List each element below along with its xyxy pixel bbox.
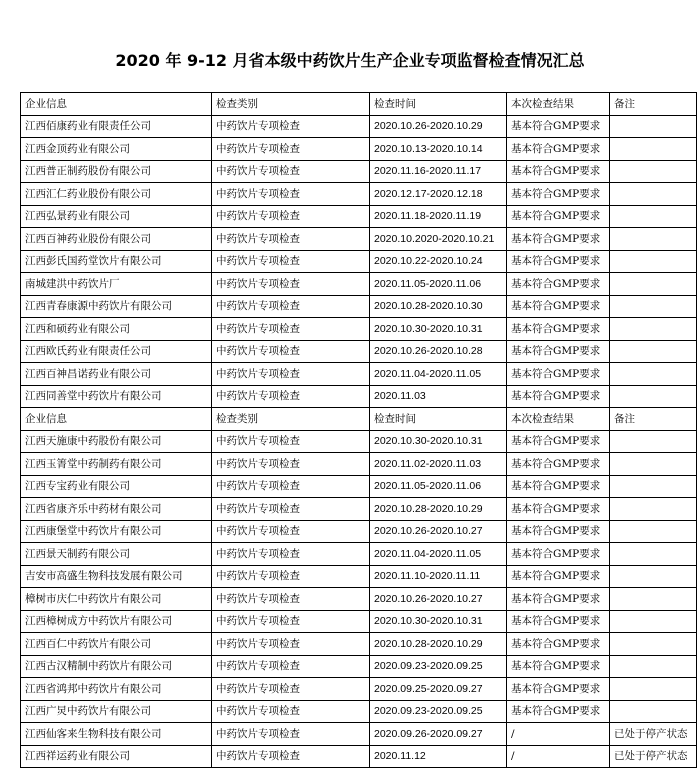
company-cell: 江西康堡堂中药饮片有限公司: [21, 520, 212, 543]
date-cell: 2020.11.04-2020.11.05: [370, 543, 507, 566]
table-row: [21, 340, 697, 363]
category-cell: 中药饮片专项检查: [212, 520, 370, 543]
company-cell: 江西天施康中药股份有限公司: [21, 430, 212, 453]
note-cell: [610, 565, 697, 588]
table-row: [21, 543, 697, 566]
note-cell: [610, 183, 697, 206]
result-cell: 基本符合GMP要求: [507, 138, 610, 161]
note-cell: [610, 610, 697, 633]
company-cell: 江西景天制药有限公司: [21, 543, 212, 566]
category-cell: 中药饮片专项检查: [212, 655, 370, 678]
company-cell: 樟树市庆仁中药饮片有限公司: [21, 588, 212, 611]
date-cell: 2020.10.26-2020.10.27: [370, 520, 507, 543]
company-cell: 江西弘景药业有限公司: [21, 205, 212, 228]
note-cell: [610, 205, 697, 228]
date-cell: 2020.10.13-2020.10.14: [370, 138, 507, 161]
result-cell: 基本符合GMP要求: [507, 498, 610, 521]
header-company: 企业信息: [21, 408, 212, 431]
result-cell: 基本符合GMP要求: [507, 453, 610, 476]
category-cell: 中药饮片专项检查: [212, 363, 370, 386]
company-cell: 江西祥运药业有限公司: [21, 745, 212, 768]
note-cell: [610, 453, 697, 476]
result-cell: 基本符合GMP要求: [507, 115, 610, 138]
note-cell: [610, 655, 697, 678]
result-cell: /: [507, 745, 610, 768]
date-cell: 2020.09.25-2020.09.27: [370, 678, 507, 701]
table-row: [21, 363, 697, 386]
table-row: [21, 183, 697, 206]
note-cell: [610, 498, 697, 521]
note-cell: 已处于停产状态: [610, 723, 697, 746]
inspection-table: [20, 92, 697, 768]
date-cell: 2020.12.17-2020.12.18: [370, 183, 507, 206]
company-cell: 江西百仁中药饮片有限公司: [21, 633, 212, 656]
table-row: [21, 430, 697, 453]
result-cell: 基本符合GMP要求: [507, 430, 610, 453]
table-row: [21, 610, 697, 633]
date-cell: 2020.10.26-2020.10.29: [370, 115, 507, 138]
table-row: [21, 475, 697, 498]
table-row: [21, 160, 697, 183]
result-cell: 基本符合GMP要求: [507, 543, 610, 566]
category-cell: 中药饮片专项检查: [212, 475, 370, 498]
result-cell: 基本符合GMP要求: [507, 475, 610, 498]
date-cell: 2020.09.23-2020.09.25: [370, 700, 507, 723]
table-row: [21, 205, 697, 228]
result-cell: 基本符合GMP要求: [507, 295, 610, 318]
date-cell: 2020.11.16-2020.11.17: [370, 160, 507, 183]
category-cell: 中药饮片专项检查: [212, 633, 370, 656]
table-row: [21, 295, 697, 318]
table-row: [21, 228, 697, 251]
header-note: 备注: [610, 93, 697, 116]
note-cell: [610, 318, 697, 341]
result-cell: 基本符合GMP要求: [507, 655, 610, 678]
table-row: [21, 115, 697, 138]
date-cell: 2020.10.30-2020.10.31: [370, 430, 507, 453]
result-cell: 基本符合GMP要求: [507, 588, 610, 611]
note-cell: [610, 588, 697, 611]
table-row: [21, 633, 697, 656]
result-cell: 基本符合GMP要求: [507, 183, 610, 206]
table-row: [21, 453, 697, 476]
note-cell: [610, 228, 697, 251]
company-cell: 江西同善堂中药饮片有限公司: [21, 385, 212, 408]
category-cell: 中药饮片专项检查: [212, 700, 370, 723]
date-cell: 2020.11.02-2020.11.03: [370, 453, 507, 476]
table-row: [21, 520, 697, 543]
note-cell: [610, 520, 697, 543]
company-cell: 江西省康齐乐中药材有限公司: [21, 498, 212, 521]
company-cell: 江西普正制药股份有限公司: [21, 160, 212, 183]
company-cell: 江西广炅中药饮片有限公司: [21, 700, 212, 723]
result-cell: 基本符合GMP要求: [507, 565, 610, 588]
result-cell: 基本符合GMP要求: [507, 250, 610, 273]
date-cell: 2020.10.30-2020.10.31: [370, 318, 507, 341]
category-cell: 中药饮片专项检查: [212, 385, 370, 408]
date-cell: 2020.11.10-2020.11.11: [370, 565, 507, 588]
note-cell: [610, 543, 697, 566]
result-cell: 基本符合GMP要求: [507, 700, 610, 723]
result-cell: 基本符合GMP要求: [507, 678, 610, 701]
company-cell: 南城建洪中药饮片厂: [21, 273, 212, 296]
note-cell: [610, 385, 697, 408]
table-row: [21, 588, 697, 611]
company-cell: 江西仙客来生物科技有限公司: [21, 723, 212, 746]
date-cell: 2020.09.23-2020.09.25: [370, 655, 507, 678]
category-cell: 中药饮片专项检查: [212, 498, 370, 521]
note-cell: [610, 633, 697, 656]
note-cell: 已处于停产状态: [610, 745, 697, 768]
header-result: 本次检查结果: [507, 408, 610, 431]
result-cell: 基本符合GMP要求: [507, 273, 610, 296]
table-body: [21, 93, 697, 768]
note-cell: [610, 115, 697, 138]
result-cell: 基本符合GMP要求: [507, 318, 610, 341]
date-cell: 2020.10.28-2020.10.29: [370, 633, 507, 656]
note-cell: [610, 250, 697, 273]
company-cell: 江西彭氏国药堂饮片有限公司: [21, 250, 212, 273]
header-category: 检查类别: [212, 408, 370, 431]
category-cell: 中药饮片专项检查: [212, 228, 370, 251]
category-cell: 中药饮片专项检查: [212, 543, 370, 566]
category-cell: 中药饮片专项检查: [212, 723, 370, 746]
result-cell: 基本符合GMP要求: [507, 205, 610, 228]
table-row: [21, 723, 697, 746]
company-cell: 江西金顶药业有限公司: [21, 138, 212, 161]
page-title: 2020 年 9-12 月省本级中药饮片生产企业专项监督检查情况汇总: [115, 51, 585, 70]
result-cell: /: [507, 723, 610, 746]
date-cell: 2020.10.22-2020.10.24: [370, 250, 507, 273]
result-cell: 基本符合GMP要求: [507, 385, 610, 408]
note-cell: [610, 138, 697, 161]
note-cell: [610, 475, 697, 498]
category-cell: 中药饮片专项检查: [212, 273, 370, 296]
category-cell: 中药饮片专项检查: [212, 453, 370, 476]
company-cell: 江西百神昌诺药业有限公司: [21, 363, 212, 386]
company-cell: 吉安市高盛生物科技发展有限公司: [21, 565, 212, 588]
category-cell: 中药饮片专项检查: [212, 430, 370, 453]
company-cell: 江西百神药业股份有限公司: [21, 228, 212, 251]
header-result: 本次检查结果: [507, 93, 610, 116]
category-cell: 中药饮片专项检查: [212, 250, 370, 273]
category-cell: 中药饮片专项检查: [212, 610, 370, 633]
company-cell: 江西玉箐堂中药制药有限公司: [21, 453, 212, 476]
date-cell: 2020.10.30-2020.10.31: [370, 610, 507, 633]
note-cell: [610, 160, 697, 183]
date-cell: 2020.10.28-2020.10.30: [370, 295, 507, 318]
table-header-row: [21, 408, 697, 431]
date-cell: 2020.10.26-2020.10.28: [370, 340, 507, 363]
category-cell: 中药饮片专项检查: [212, 138, 370, 161]
result-cell: 基本符合GMP要求: [507, 160, 610, 183]
date-cell: 2020.10.26-2020.10.27: [370, 588, 507, 611]
note-cell: [610, 363, 697, 386]
date-cell: 2020.11.04-2020.11.05: [370, 363, 507, 386]
table-row: [21, 138, 697, 161]
table-row: [21, 678, 697, 701]
company-cell: 江西专宝药业有限公司: [21, 475, 212, 498]
category-cell: 中药饮片专项检查: [212, 160, 370, 183]
table-row: [21, 745, 697, 768]
date-cell: 2020.10.28-2020.10.29: [370, 498, 507, 521]
date-cell: 2020.11.12: [370, 745, 507, 768]
company-cell: 江西樟树成方中药饮片有限公司: [21, 610, 212, 633]
category-cell: 中药饮片专项检查: [212, 205, 370, 228]
header-category: 检查类别: [212, 93, 370, 116]
date-cell: 2020.11.03: [370, 385, 507, 408]
date-cell: 2020.11.05-2020.11.06: [370, 273, 507, 296]
result-cell: 基本符合GMP要求: [507, 610, 610, 633]
table-row: [21, 385, 697, 408]
header-company: 企业信息: [21, 93, 212, 116]
header-date: 检查时间: [370, 408, 507, 431]
company-cell: 江西欧氏药业有限责任公司: [21, 340, 212, 363]
table-row: [21, 273, 697, 296]
header-note: 备注: [610, 408, 697, 431]
date-cell: 2020.11.05-2020.11.06: [370, 475, 507, 498]
note-cell: [610, 678, 697, 701]
category-cell: 中药饮片专项检查: [212, 318, 370, 341]
table-row: [21, 565, 697, 588]
note-cell: [610, 295, 697, 318]
result-cell: 基本符合GMP要求: [507, 340, 610, 363]
note-cell: [610, 430, 697, 453]
result-cell: 基本符合GMP要求: [507, 228, 610, 251]
result-cell: 基本符合GMP要求: [507, 520, 610, 543]
table-row: [21, 655, 697, 678]
company-cell: 江西佰康药业有限责任公司: [21, 115, 212, 138]
result-cell: 基本符合GMP要求: [507, 633, 610, 656]
category-cell: 中药饮片专项检查: [212, 565, 370, 588]
company-cell: 江西和硕药业有限公司: [21, 318, 212, 341]
company-cell: 江西青春康源中药饮片有限公司: [21, 295, 212, 318]
table-row: [21, 498, 697, 521]
note-cell: [610, 340, 697, 363]
table-header-row: [21, 93, 697, 116]
table-row: [21, 250, 697, 273]
date-cell: 2020.09.26-2020.09.27: [370, 723, 507, 746]
category-cell: 中药饮片专项检查: [212, 745, 370, 768]
company-cell: 江西古汉精制中药饮片有限公司: [21, 655, 212, 678]
category-cell: 中药饮片专项检查: [212, 115, 370, 138]
table-row: [21, 700, 697, 723]
category-cell: 中药饮片专项检查: [212, 295, 370, 318]
category-cell: 中药饮片专项检查: [212, 678, 370, 701]
company-cell: 江西省鸿邦中药饮片有限公司: [21, 678, 212, 701]
header-date: 检查时间: [370, 93, 507, 116]
company-cell: 江西汇仁药业股份有限公司: [21, 183, 212, 206]
table-row: [21, 318, 697, 341]
note-cell: [610, 700, 697, 723]
category-cell: 中药饮片专项检查: [212, 588, 370, 611]
category-cell: 中药饮片专项检查: [212, 340, 370, 363]
result-cell: 基本符合GMP要求: [507, 363, 610, 386]
date-cell: 2020.10.2020-2020.10.21: [370, 228, 507, 251]
category-cell: 中药饮片专项检查: [212, 183, 370, 206]
date-cell: 2020.11.18-2020.11.19: [370, 205, 507, 228]
note-cell: [610, 273, 697, 296]
